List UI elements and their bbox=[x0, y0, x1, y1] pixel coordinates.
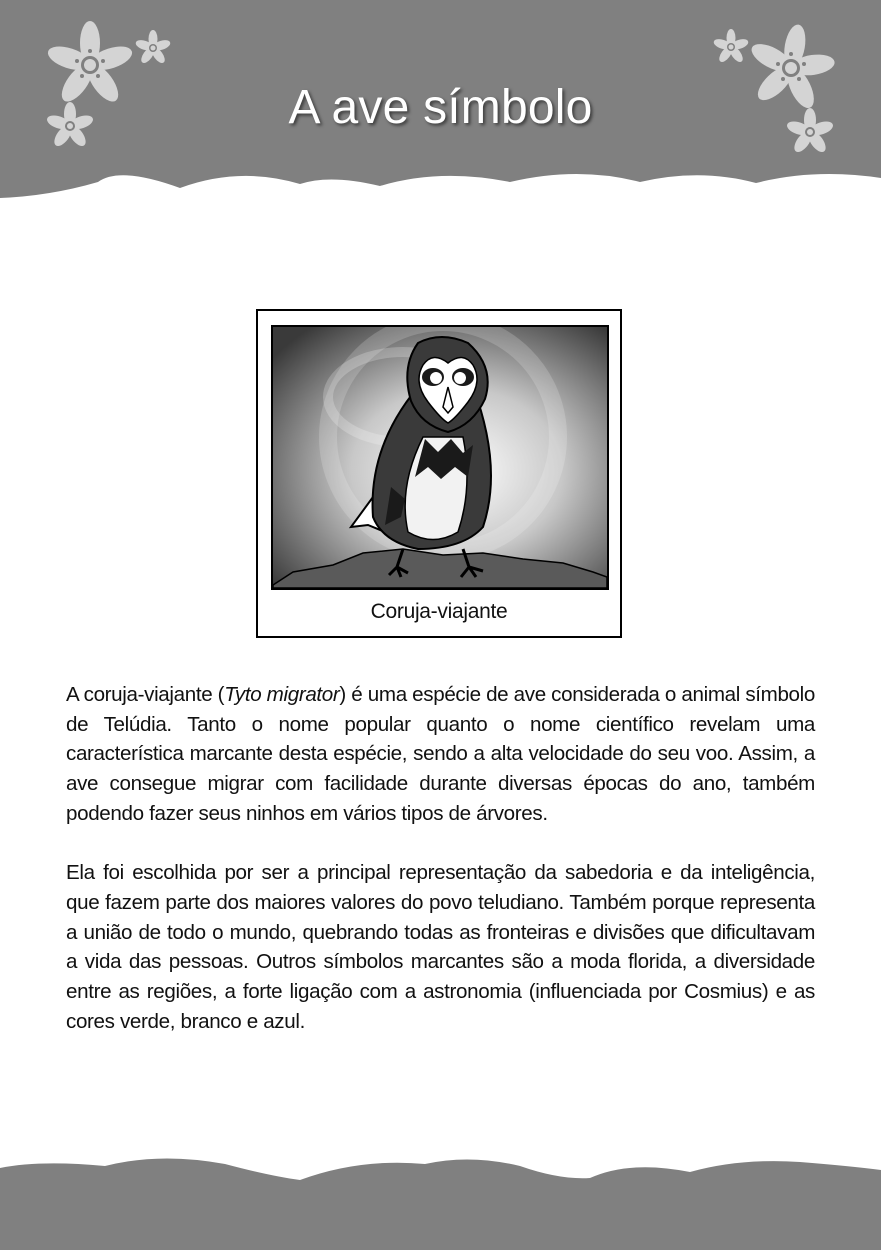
flower-icon bbox=[134, 29, 172, 67]
figure-caption: Coruja-viajante bbox=[370, 600, 508, 623]
paragraph bbox=[66, 680, 815, 829]
page-title: A ave símbolo bbox=[288, 81, 593, 134]
footer-band bbox=[0, 1150, 881, 1250]
text-span: ) é uma espécie de ave considerada o animal símbolo de Telúdia. Tanto o nome popular quanto o nome científico revelam uma característica marcante desta espécie, sendo a alta velocidade do seu voo. Assim, a ave consegue migrar com facilidade durante diversas épocas do ano, também podendo fazer seus ninhos em vários tipos de árvores. bbox=[66, 683, 815, 825]
article-body bbox=[66, 680, 815, 1066]
scientific-name: Tyto migrator bbox=[224, 683, 340, 706]
text-span: A coruja-viajante ( bbox=[66, 683, 225, 706]
owl-illustration bbox=[271, 325, 609, 590]
figure-frame bbox=[256, 309, 622, 638]
paragraph: Ela foi escolhida por ser a principal representação da sabedoria e da inteligência, que fazem parte dos maiores valores do povo teludiano. Também porque representa a união de todo o mundo, quebrando todas as fronteiras e divisões que dificultavam a vida das pessoas. Outros símbolos marcantes são a moda florida, a diversidade entre as regiões, a forte ligação com a astronomia (influenciada por Cosmius) e as cores verde, branco e azul. bbox=[66, 861, 815, 1033]
